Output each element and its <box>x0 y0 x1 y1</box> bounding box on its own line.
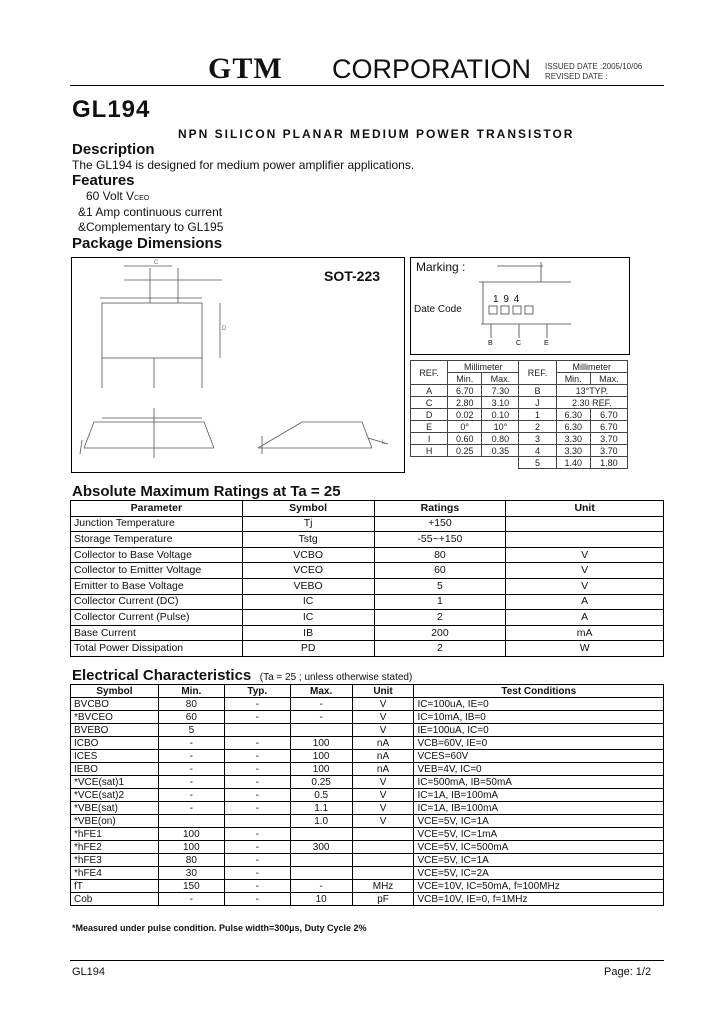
dimension-table <box>410 360 628 469</box>
empty-cell <box>448 457 482 469</box>
table-cell: Collector to Base Voltage <box>71 547 243 563</box>
table-cell: *VCE(sat)1 <box>71 776 159 789</box>
elec-table-wrap <box>70 684 664 906</box>
max-cell: 3.70 <box>590 445 627 457</box>
table-row <box>411 445 628 457</box>
table-row <box>71 610 664 626</box>
table-row <box>411 421 628 433</box>
table-row <box>71 625 664 641</box>
max-cell: 7.30 <box>482 385 519 397</box>
table-row <box>71 641 664 657</box>
max-cell: 0.80 <box>482 433 519 445</box>
table-cell: VCE=5V, IC=1mA <box>414 828 664 841</box>
marking-code: 1 9 4 <box>493 294 521 305</box>
features-heading: Features <box>72 172 135 189</box>
table-cell: BVEBO <box>71 724 159 737</box>
table-cell <box>290 724 352 737</box>
table-cell: - <box>224 880 290 893</box>
ref-cell: J <box>519 397 556 409</box>
footer-rule <box>70 960 664 961</box>
max-cell: 6.70 <box>590 421 627 433</box>
ref-cell: 4 <box>519 445 556 457</box>
table-cell: - <box>158 737 224 750</box>
table-row <box>71 893 664 906</box>
table-row <box>71 711 664 724</box>
table-cell <box>352 828 414 841</box>
table-cell: VCB=60V, IE=0 <box>414 737 664 750</box>
table-cell: 80 <box>374 547 506 563</box>
table-cell: V <box>506 578 664 594</box>
table-cell: *BVCEO <box>71 711 159 724</box>
min-cell: 1.40 <box>556 457 590 469</box>
min-cell: 3.30 <box>556 433 590 445</box>
table-cell: - <box>158 750 224 763</box>
table-cell <box>352 867 414 880</box>
empty-cell <box>482 457 519 469</box>
table-row <box>71 854 664 867</box>
table-cell: V <box>352 698 414 711</box>
elec-heading: Electrical Characteristics <box>72 667 252 684</box>
table-cell <box>352 854 414 867</box>
table-row <box>71 815 664 828</box>
table-cell: Collector to Emitter Voltage <box>71 563 243 579</box>
table-cell: VCE=5V, IC=1A <box>414 815 664 828</box>
table-cell: 5 <box>158 724 224 737</box>
empty-cell <box>411 457 448 469</box>
ref-cell: 5 <box>519 457 556 469</box>
min-cell: 0° <box>448 421 482 433</box>
table-cell: Tstg <box>242 532 374 548</box>
table-row <box>71 880 664 893</box>
table-cell: 100 <box>290 750 352 763</box>
table-cell: VCB=10V, IE=0, f=1MHz <box>414 893 664 906</box>
table-cell: - <box>224 776 290 789</box>
table-cell: 1 <box>374 594 506 610</box>
table-cell: V <box>506 563 664 579</box>
table-cell: IC=1A, IB=100mA <box>414 789 664 802</box>
table-row <box>71 750 664 763</box>
table-cell: - <box>224 802 290 815</box>
abs-max-body <box>71 516 664 656</box>
table-cell: - <box>158 763 224 776</box>
table-cell: 60 <box>158 711 224 724</box>
max-cell: 10° <box>482 421 519 433</box>
table-cell: V <box>352 776 414 789</box>
table-cell: - <box>224 789 290 802</box>
table-cell: +150 <box>374 516 506 532</box>
elec-heading-line <box>72 667 412 685</box>
table-cell: 30 <box>158 867 224 880</box>
svg-text:L: L <box>382 440 386 446</box>
max-header: Max. <box>482 373 519 385</box>
footer-part-number: GL194 <box>72 966 106 978</box>
ref-cell: E <box>411 421 448 433</box>
table-cell: - <box>224 867 290 880</box>
pulse-note: *Measured under pulse condition. Pulse width=300µs, Duty Cycle 2% <box>72 923 367 933</box>
table-cell: *hFE4 <box>71 867 159 880</box>
package-outline-box <box>71 257 405 473</box>
table-cell: 300 <box>290 841 352 854</box>
table-cell: IC <box>242 610 374 626</box>
table-cell: VCE=10V, IC=50mA, f=100MHz <box>414 880 664 893</box>
table-cell: *hFE2 <box>71 841 159 854</box>
table-cell: A <box>506 610 664 626</box>
table-cell: IB <box>242 625 374 641</box>
ref-cell: D <box>411 409 448 421</box>
table-cell: Collector Current (DC) <box>71 594 243 610</box>
min-cell: 3.30 <box>556 445 590 457</box>
table-cell: - <box>290 711 352 724</box>
table-cell: 10 <box>290 893 352 906</box>
col-symbol: Symbol <box>242 501 374 517</box>
table-cell: 100 <box>290 763 352 776</box>
revised-date: REVISED DATE : <box>545 72 608 81</box>
date-code-label: Date Code <box>414 304 462 315</box>
ref-cell: 2 <box>519 421 556 433</box>
table-cell: VCE=5V, IC=1A <box>414 854 664 867</box>
col-unit: Unit <box>506 501 664 517</box>
table-cell: - <box>224 841 290 854</box>
table-cell: V <box>352 802 414 815</box>
table-cell <box>290 867 352 880</box>
table-cell: 60 <box>374 563 506 579</box>
table-cell: IE=100uA, IC=0 <box>414 724 664 737</box>
dimension-table-wrap <box>410 360 628 469</box>
feature-text: 60 Volt V <box>86 189 135 203</box>
marking-label: Marking : <box>416 260 466 274</box>
table-cell <box>224 724 290 737</box>
table-cell: BVCBO <box>71 698 159 711</box>
table-cell: - <box>224 737 290 750</box>
value-cell: 2.30 REF. <box>556 397 627 409</box>
elec-table <box>70 684 664 906</box>
package-name: SOT-223 <box>324 268 381 284</box>
table-row <box>71 737 664 750</box>
corporation-title: CORPORATION <box>332 54 532 84</box>
elec-heading-note: (Ta = 25 ; unless otherwise stated) <box>259 672 413 683</box>
table-row <box>411 385 628 397</box>
table-cell: VCEO <box>242 563 374 579</box>
ref-cell: I <box>411 433 448 445</box>
description-text: The GL194 is designed for medium power amplifier applications. <box>72 158 415 172</box>
table-cell: IC=1A, IB=100mA <box>414 802 664 815</box>
part-number: GL194 <box>72 96 151 123</box>
issue-dates <box>545 62 642 82</box>
table-cell: VCE=5V, IC=500mA <box>414 841 664 854</box>
package-heading: Package Dimensions <box>72 235 223 252</box>
svg-text:D: D <box>222 326 227 332</box>
table-cell: 0.25 <box>290 776 352 789</box>
table-cell: 2 <box>374 641 506 657</box>
table-cell: IC=10mA, IB=0 <box>414 711 664 724</box>
table-cell: IC=100uA, IE=0 <box>414 698 664 711</box>
abs-max-table <box>70 500 664 657</box>
table-cell: pF <box>352 893 414 906</box>
table-cell: Tj <box>242 516 374 532</box>
col-symbol: Symbol <box>71 685 159 698</box>
table-cell: VEB=4V, IC=0 <box>414 763 664 776</box>
table-cell: A <box>506 594 664 610</box>
ref-cell: C <box>411 397 448 409</box>
table-cell: mA <box>506 625 664 641</box>
ref-cell: B <box>519 385 556 397</box>
table-cell: *VCE(sat)2 <box>71 789 159 802</box>
feature-item-complement: &Complementary to GL195 <box>78 220 224 234</box>
table-cell: Emitter to Base Voltage <box>71 578 243 594</box>
col-max: Max. <box>290 685 352 698</box>
description-heading: Description <box>72 141 155 158</box>
min-cell: 6.70 <box>448 385 482 397</box>
feature-subscript: CEO <box>134 195 150 202</box>
ref-cell: H <box>411 445 448 457</box>
brand-logo: GTM <box>208 52 283 85</box>
table-row <box>71 763 664 776</box>
mm-header: Millimeter <box>448 361 519 373</box>
table-cell: nA <box>352 763 414 776</box>
table-cell: V <box>352 815 414 828</box>
pin-b-label: B <box>488 340 493 347</box>
table-row <box>411 457 628 469</box>
table-cell <box>352 841 414 854</box>
table-cell: W <box>506 641 664 657</box>
feature-item-current: &1 Amp continuous current <box>78 205 223 219</box>
min-cell: 0.25 <box>448 445 482 457</box>
abs-max-heading: Absolute Maximum Ratings at Ta = 25 <box>72 483 341 500</box>
table-cell <box>290 828 352 841</box>
min-cell: 6.30 <box>556 409 590 421</box>
col-unit: Unit <box>352 685 414 698</box>
table-row <box>71 828 664 841</box>
table-row <box>71 698 664 711</box>
table-cell: nA <box>352 750 414 763</box>
svg-text:C: C <box>154 260 159 266</box>
table-cell <box>506 516 664 532</box>
table-cell: *hFE3 <box>71 854 159 867</box>
table-cell: 1.0 <box>290 815 352 828</box>
table-cell: - <box>290 880 352 893</box>
elec-body <box>71 698 664 906</box>
table-cell: Base Current <box>71 625 243 641</box>
table-row <box>411 433 628 445</box>
table-row <box>71 532 664 548</box>
table-cell: - <box>158 893 224 906</box>
col-parameter: Parameter <box>71 501 243 517</box>
table-cell: -55~+150 <box>374 532 506 548</box>
table-row <box>71 516 664 532</box>
header-rule <box>70 85 664 86</box>
table-cell: IEBO <box>71 763 159 776</box>
table-cell: - <box>158 776 224 789</box>
ref-header: REF. <box>411 361 448 385</box>
table-cell: - <box>224 854 290 867</box>
footer-page-number: Page: 1/2 <box>604 966 652 978</box>
pin-e-label: E <box>544 340 549 347</box>
min-header: Min. <box>448 373 482 385</box>
table-cell <box>158 815 224 828</box>
ref-cell: 1 <box>519 409 556 421</box>
table-cell: *VBE(on) <box>71 815 159 828</box>
col-ratings: Ratings <box>374 501 506 517</box>
table-cell: ICBO <box>71 737 159 750</box>
table-cell: - <box>290 698 352 711</box>
col-min: Min. <box>158 685 224 698</box>
table-cell: VCE=5V, IC=2A <box>414 867 664 880</box>
table-row <box>411 409 628 421</box>
table-cell: Total Power Dissipation <box>71 641 243 657</box>
table-cell: 100 <box>290 737 352 750</box>
table-cell: PD <box>242 641 374 657</box>
table-cell: fT <box>71 880 159 893</box>
issued-date: ISSUED DATE :2005/10/06 <box>545 62 643 71</box>
col-typ: Typ. <box>224 685 290 698</box>
table-cell: - <box>158 789 224 802</box>
min-cell: 2.80 <box>448 397 482 409</box>
table-row <box>71 802 664 815</box>
table-cell: nA <box>352 737 414 750</box>
table-cell: 80 <box>158 698 224 711</box>
abs-max-table-wrap <box>70 500 664 657</box>
table-cell: 100 <box>158 841 224 854</box>
table-cell: - <box>224 698 290 711</box>
min-cell: 0.02 <box>448 409 482 421</box>
table-cell: *hFE1 <box>71 828 159 841</box>
table-cell: V <box>352 711 414 724</box>
ref-header: REF. <box>519 361 556 385</box>
table-cell: - <box>224 763 290 776</box>
ref-cell: 3 <box>519 433 556 445</box>
package-outline-drawing <box>72 258 404 472</box>
table-cell: 80 <box>158 854 224 867</box>
table-cell: IC=500mA, IB=50mA <box>414 776 664 789</box>
max-cell: 0.10 <box>482 409 519 421</box>
table-cell: 200 <box>374 625 506 641</box>
table-cell: 1.1 <box>290 802 352 815</box>
table-row <box>71 563 664 579</box>
table-cell: V <box>352 724 414 737</box>
subtitle: NPN SILICON PLANAR MEDIUM POWER TRANSISTOR <box>178 127 575 141</box>
table-cell <box>290 854 352 867</box>
table-row <box>71 776 664 789</box>
table-cell: IC <box>242 594 374 610</box>
table-cell: Collector Current (Pulse) <box>71 610 243 626</box>
table-row <box>71 594 664 610</box>
table-cell: - <box>224 828 290 841</box>
table-row <box>71 789 664 802</box>
table-cell <box>224 815 290 828</box>
table-cell: VCBO <box>242 547 374 563</box>
max-cell: 3.70 <box>590 433 627 445</box>
table-cell <box>506 532 664 548</box>
feature-item-voltage <box>86 189 149 203</box>
table-cell: 100 <box>158 828 224 841</box>
table-cell: - <box>224 750 290 763</box>
table-cell: MHz <box>352 880 414 893</box>
table-cell: V <box>352 789 414 802</box>
min-cell: 6.30 <box>556 421 590 433</box>
max-cell: 3.10 <box>482 397 519 409</box>
table-cell: *VBE(sat) <box>71 802 159 815</box>
table-cell: V <box>506 547 664 563</box>
table-cell: Cob <box>71 893 159 906</box>
table-cell: VCES=60V <box>414 750 664 763</box>
table-cell: 150 <box>158 880 224 893</box>
table-cell: Junction Temperature <box>71 516 243 532</box>
table-cell: - <box>224 893 290 906</box>
table-row <box>71 578 664 594</box>
table-row <box>71 724 664 737</box>
max-cell: 1.80 <box>590 457 627 469</box>
marking-box <box>410 257 630 355</box>
table-cell: - <box>224 711 290 724</box>
max-cell: 0.35 <box>482 445 519 457</box>
min-header: Min. <box>556 373 590 385</box>
max-cell: 6.70 <box>590 409 627 421</box>
min-cell: 0.60 <box>448 433 482 445</box>
pin-c-label: C <box>516 340 522 347</box>
table-cell: ICES <box>71 750 159 763</box>
table-row <box>71 841 664 854</box>
col-test-conditions: Test Conditions <box>414 685 664 698</box>
table-cell: 0.5 <box>290 789 352 802</box>
ref-cell: A <box>411 385 448 397</box>
table-cell: Storage Temperature <box>71 532 243 548</box>
table-row <box>71 547 664 563</box>
mm-header: Millimeter <box>556 361 627 373</box>
table-cell: - <box>158 802 224 815</box>
table-cell: VEBO <box>242 578 374 594</box>
max-header: Max. <box>590 373 627 385</box>
table-row <box>71 867 664 880</box>
table-cell: 2 <box>374 610 506 626</box>
table-row <box>411 397 628 409</box>
table-cell: 5 <box>374 578 506 594</box>
value-cell: 13°TYP. <box>556 385 627 397</box>
